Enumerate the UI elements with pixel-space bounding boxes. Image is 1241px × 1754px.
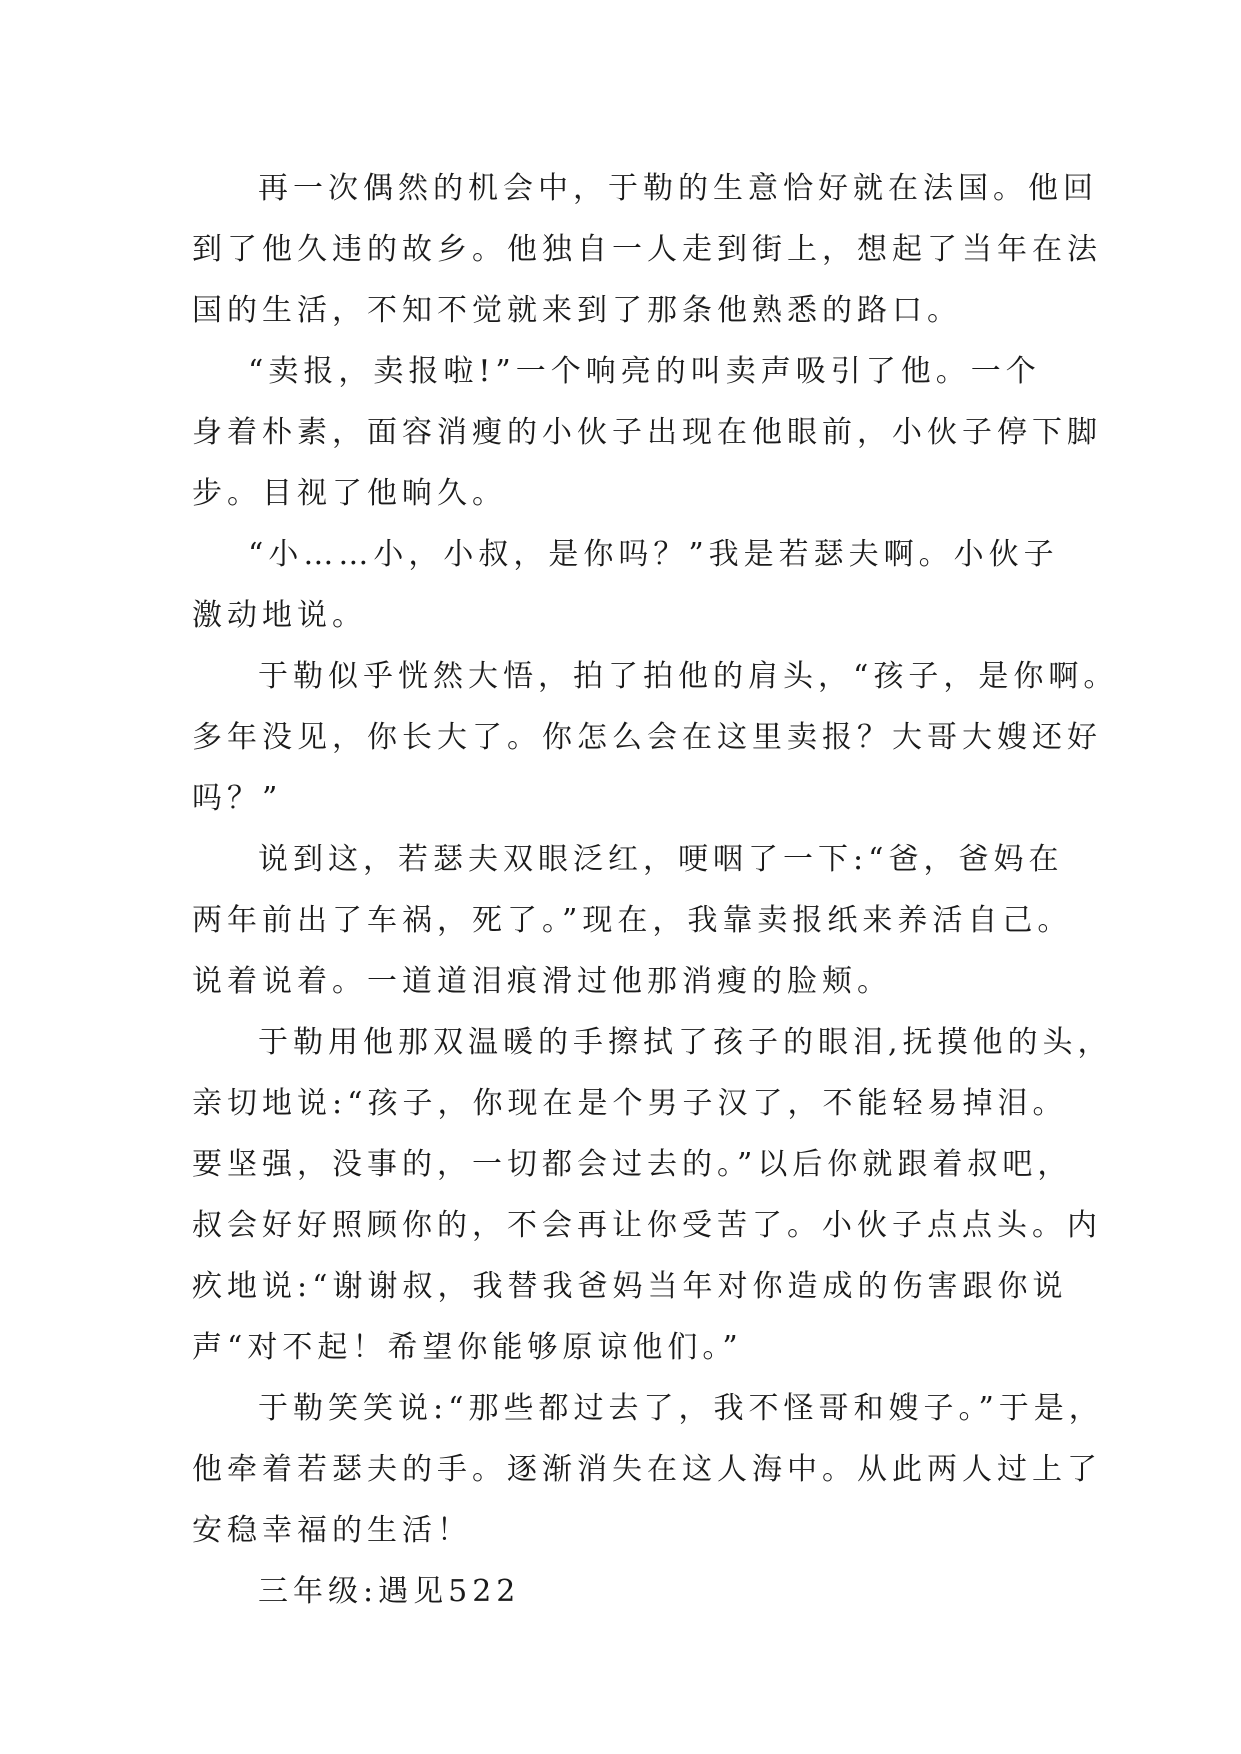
text-line: 于勒笑笑说:“那些都过去了，我不怪哥和嫂子。”于是，	[258, 1391, 1104, 1426]
text-line: “小……小，小叔，是你吗？”我是若瑟夫啊。小伙子	[248, 537, 1059, 572]
paragraph-4	[192, 646, 1119, 829]
section-heading: 三年级:遇见522	[258, 1574, 521, 1609]
text-line: 说到这，若瑟夫双眼泛红，哽咽了一下:“爸，爸妈在	[258, 842, 1064, 877]
text-line: 多年没见，你长大了。你怎么会在这里卖报？大哥大嫂还好	[192, 720, 1102, 755]
text-line: 他牵着若瑟夫的手。逐渐消失在这人海中。从此两人过上了	[192, 1452, 1102, 1487]
text-line: 到了他久违的故乡。他独自一人走到街上，想起了当年在法	[192, 232, 1102, 267]
text-line: 身着朴素，面容消瘦的小伙子出现在他眼前，小伙子停下脚	[192, 415, 1102, 450]
paragraph-6	[192, 1012, 1113, 1378]
text-line: 两年前出了车祸，死了。”现在，我靠卖报纸来养活自己。	[192, 903, 1073, 938]
paragraph-7	[192, 1378, 1104, 1561]
paragraph-8	[192, 1561, 1072, 1622]
text-line: 再一次偶然的机会中，于勒的生意恰好就在法国。他回	[258, 171, 1098, 206]
text-line: 叔会好好照顾你的，不会再让你受苦了。小伙子点点头。内	[192, 1208, 1102, 1243]
paragraph-2	[192, 341, 1102, 524]
paragraph-5	[192, 829, 1072, 1012]
paragraph-3	[192, 524, 1072, 646]
text-line: 安稳幸福的生活！	[192, 1513, 472, 1548]
text-line: 声“对不起！希望你能够原谅他们。”	[192, 1330, 743, 1365]
text-line: 激动地说。	[192, 598, 367, 633]
paragraph-1	[192, 158, 1102, 341]
text-line: 于勒似乎恍然大悟，拍了拍他的肩头，“孩子，是你啊。	[258, 659, 1119, 694]
text-line: 吗？”	[192, 781, 283, 816]
text-line: 步。目视了他晌久。	[192, 476, 507, 511]
text-line: 于勒用他那双温暖的手擦拭了孩子的眼泪,抚摸他的头，	[258, 1025, 1113, 1060]
text-line: 国的生活，不知不觉就来到了那条他熟悉的路口。	[192, 293, 962, 328]
text-line: 说着说着。一道道泪痕滑过他那消瘦的脸颊。	[192, 964, 892, 999]
document-body	[192, 158, 1119, 1622]
text-line: “卖报，卖报啦!”一个响亮的叫卖声吸引了他。一个	[248, 354, 1041, 389]
text-line: 要坚强，没事的，一切都会过去的。”以后你就跟着叔吧，	[192, 1147, 1073, 1182]
text-line: 疚地说:“谢谢叔，我替我爸妈当年对你造成的伤害跟你说	[192, 1269, 1068, 1304]
text-line: 亲切地说:“孩子，你现在是个男子汉了，不能轻易掉泪。	[192, 1086, 1068, 1121]
